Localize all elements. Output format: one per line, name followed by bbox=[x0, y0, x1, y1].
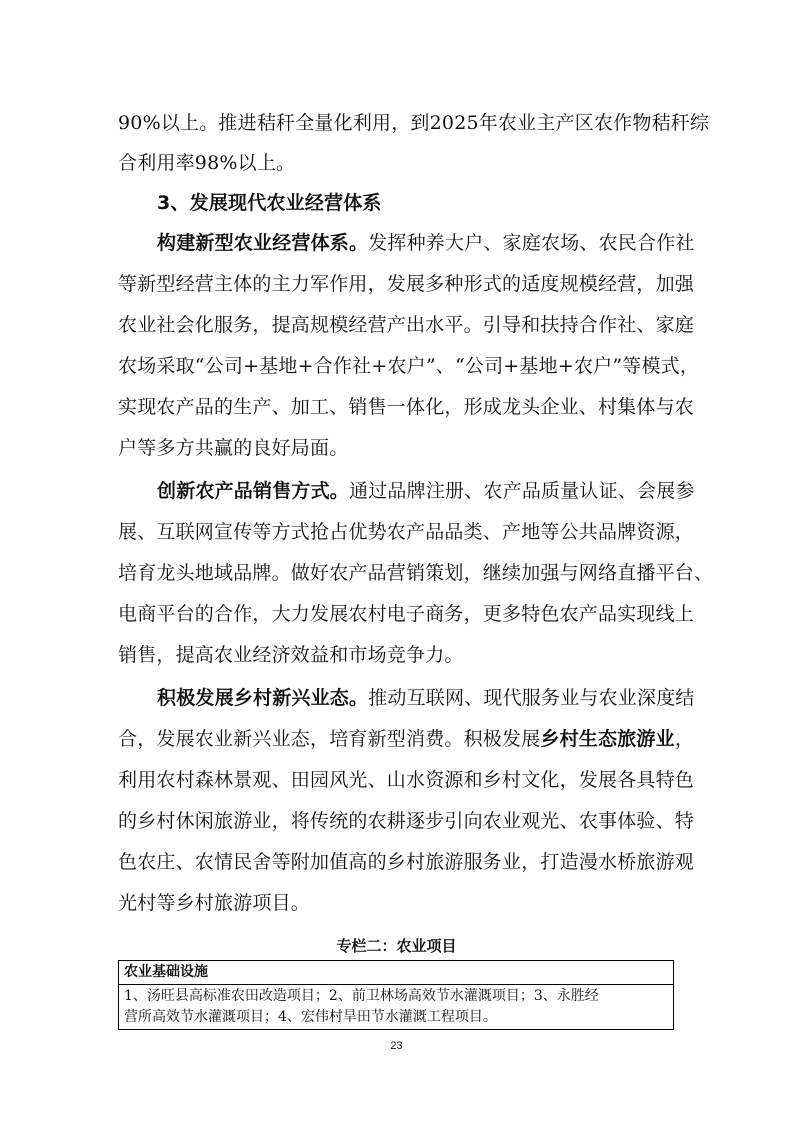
paragraph-first-line bbox=[157, 479, 695, 503]
text-line bbox=[118, 727, 695, 751]
text-line: 电商平台的合作，大力发展农村电子商务，更多特色农产品实现线上 bbox=[118, 603, 695, 625]
paragraph-text: 推动互联网、现代服务业与农业深度结 bbox=[368, 687, 695, 709]
box-content-cell bbox=[119, 985, 674, 1030]
paragraph-first-line bbox=[157, 686, 695, 710]
text-line: 等新型经营主体的主力军作用，发展多种形式的适度规模经营，加强 bbox=[118, 273, 695, 295]
highlight-text: 乡村生态旅游业 bbox=[540, 728, 675, 750]
text-line: 销售，提高农业经济效益和市场竞争力。 bbox=[118, 644, 464, 666]
paragraph-lead: 构建新型农业经营体系。 bbox=[157, 232, 369, 254]
paragraph-text: 发挥种养大户、家庭农场、农民合作社 bbox=[368, 232, 695, 254]
text-line: 合利用率98%以上。 bbox=[118, 152, 296, 174]
text-line: 光村等乡村旅游项目。 bbox=[118, 892, 311, 914]
paragraph-lead: 积极发展乡村新兴业态。 bbox=[157, 687, 369, 709]
box-header-cell: 农业基础设施 bbox=[119, 961, 674, 985]
box-content-line: 营所高效节水灌溉项目；4、宏伟村旱田节水灌溉工程项目。 bbox=[124, 1009, 497, 1025]
paragraph-text: ， bbox=[674, 728, 695, 750]
text-line: 展、互联网宣传等方式抢占优势农产品品类、产地等公共品牌资源， bbox=[118, 521, 695, 543]
text-line: 利用农村森林景观、田园风光、山水资源和乡村文化，发展各具特色 bbox=[118, 769, 695, 791]
text-line: 实现农产品的生产、加工、销售一体化，形成龙头企业、村集体与农 bbox=[118, 396, 695, 418]
text-line: 的乡村休闲旅游业，将传统的农耕逐步引向农业观光、农事体验、特 bbox=[118, 810, 695, 832]
text-line: 色农庄、农情民舍等附加值高的乡村旅游服务业，打造漫水桥旅游观 bbox=[118, 851, 695, 873]
text-line: 户等多方共赢的良好局面。 bbox=[118, 437, 349, 459]
text-line: 90%以上。推进秸秆全量化利用，到2025年农业主产区农作物秸秆综 bbox=[118, 112, 710, 134]
section-heading: 3、发展现代农业经营体系 bbox=[157, 192, 382, 214]
table-row bbox=[119, 961, 674, 985]
text-line: 农场采取“公司+基地+合作社+农户”、“公司+基地+农户”等模式， bbox=[118, 355, 700, 377]
box-title: 专栏二：农业项目 bbox=[336, 937, 457, 955]
project-box-table bbox=[118, 960, 674, 1030]
box-content-line: 1、汤旺县高标准农田改造项目；2、前卫林场高效节水灌溉项目；3、永胜经 bbox=[124, 988, 599, 1004]
text-line: 农业社会化服务，提高规模经营产出水平。引导和扶持合作社、家庭 bbox=[118, 314, 695, 336]
table-row bbox=[119, 985, 674, 1030]
paragraph-text: 合，发展农业新兴业态，培育新型消费。积极发展 bbox=[118, 728, 541, 750]
page-number: 23 bbox=[390, 1040, 403, 1052]
text-line: 培育龙头地域品牌。做好农产品营销策划，继续加强与网络直播平台、 bbox=[118, 562, 714, 584]
paragraph-text: 通过品牌注册、农产品质量认证、会展参 bbox=[349, 480, 695, 502]
paragraph-lead: 创新农产品销售方式。 bbox=[157, 480, 350, 502]
paragraph-first-line bbox=[157, 231, 695, 255]
